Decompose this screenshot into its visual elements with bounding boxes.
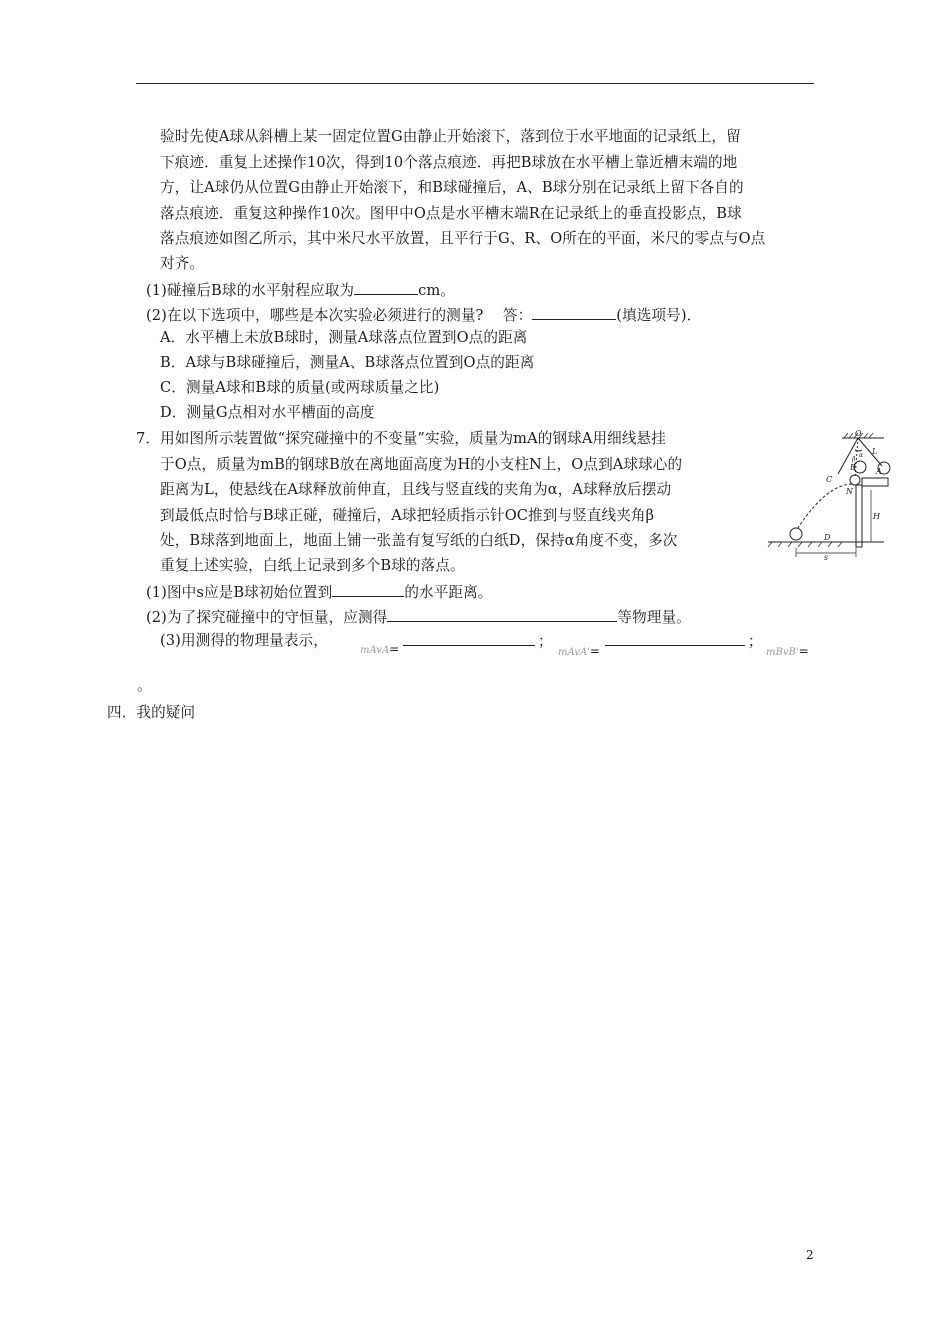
problem-7-line: 于O点，质量为mB的钢球B放在离地面高度为H的小支柱N上，O点到A球球心的 [160, 456, 683, 473]
label-h: H [873, 512, 880, 521]
question-2 [146, 304, 701, 326]
problem-7-line: 重复上述实验，白纸上记录到多个B球的落点。 [160, 557, 465, 574]
formula-ma-va: mAvA= [360, 642, 400, 656]
label-l: L [872, 447, 878, 456]
label-c: C [826, 475, 833, 484]
option-c: C．测量A球和B球的质量(或两球质量之比) [160, 379, 440, 396]
problem-7-question-2 [146, 606, 691, 628]
option-b: B．A球与B球碰撞后，测量A、B球落点位置到O点的距离 [160, 354, 535, 371]
support-block [862, 478, 888, 486]
problem-7-line: 距离为L，使悬线在A球释放前伸直，且线与竖直线的夹角为α，A球释放后摆动 [160, 481, 672, 498]
problem-7-question-2-text: (2)为了探究碰撞中的守恒量，应测得 [146, 609, 388, 626]
answer-blank[interactable] [354, 279, 418, 295]
answer-blank[interactable] [532, 304, 616, 320]
ground-hatch [768, 542, 842, 547]
header-rule [136, 83, 814, 84]
paragraph-line: 落点痕迹如图乙所示，其中米尺水平放置，且平行于G、R、O所在的平面，米尺的零点与O点 [160, 230, 766, 247]
problem-7-line: 7．用如图所示装置做“探究碰撞中的不变量”实验，质量为mA的钢球A用细线悬挂 [136, 430, 666, 447]
answer-blank[interactable] [403, 630, 535, 646]
formula-ma-va-prime: mAvA'= [558, 644, 600, 658]
label-a: A [876, 467, 882, 476]
label-s: s [824, 553, 829, 562]
label-beta: β [852, 456, 856, 463]
problem-7-line: 处，B球落到地面上，地面上铺一张盖有复写纸的白纸D，保持α角度不变，多次 [160, 532, 678, 549]
question-1-unit: cm。 [418, 282, 456, 299]
pendulum-collision-figure [766, 429, 882, 590]
problem-7-question-1 [146, 581, 493, 603]
trajectory-curve [798, 484, 852, 528]
separator: ； [538, 633, 553, 650]
support-pillar [856, 485, 862, 547]
question-1 [146, 279, 455, 301]
ball-b [850, 475, 860, 485]
sentence-end: 。 [137, 677, 152, 694]
label-d: D [824, 533, 831, 542]
answer-blank[interactable] [332, 581, 404, 597]
answer-blank[interactable] [605, 630, 745, 646]
section-4-heading: 四．我的疑问 [107, 704, 196, 721]
label-o: O [855, 429, 862, 438]
paragraph-line: 对齐。 [160, 255, 205, 272]
answer-blank[interactable] [387, 606, 617, 622]
label-n: N [846, 487, 853, 496]
separator: ； [748, 633, 763, 650]
problem-7-question-1-suffix: 的水平距离。 [404, 584, 493, 601]
paragraph-line: 验时先使A球从斜槽上某一固定位置G由静止开始滚下，落到位于水平地面的记录纸上，留 [160, 128, 741, 145]
question-2-suffix: (填选项号)． [616, 307, 702, 324]
option-d: D．测量G点相对水平槽面的高度 [160, 404, 375, 421]
question-2-text: (2)在以下选项中，哪些是本次实验必须进行的测量? 答： [146, 307, 533, 324]
option-a: A．水平槽上未放B球时，测量A球落点位置到O点的距离 [160, 329, 528, 346]
problem-7-line: 到最低点时恰与B球正碰，碰撞后，A球把轻质指示针OC推到与竖直线夹角β [160, 507, 655, 524]
problem-7-question-1-text: (1)图中s应是B球初始位置到 [146, 584, 333, 601]
alpha-arc [855, 450, 862, 451]
paragraph-line: 下痕迹．重复上述操作10次，得到10个落点痕迹．再把B球放在水平槽上靠近槽末端的地 [160, 154, 738, 171]
page-number: 2 [806, 1248, 814, 1262]
label-b: B [850, 463, 856, 472]
paragraph-line: 方，让A球仍从位置G由静止开始滚下，和B球碰撞后，A、B球分别在记录纸上留下各自的 [160, 179, 744, 196]
problem-7-question-2-suffix: 等物理量。 [617, 609, 691, 626]
paragraph-line: 落点痕迹．重复这种操作10次。图甲中O点是水平槽末端R在记录纸上的垂直投影点，B球 [160, 205, 742, 222]
question-1-text: (1)碰撞后B球的水平射程应取为 [146, 282, 355, 299]
problem-7-question-3-text: (3)用测得的物理量表示， [160, 632, 328, 649]
label-alpha: α [859, 452, 864, 459]
formula-mb-vb-prime: mBvB'= [766, 644, 809, 658]
landing-ball [790, 528, 802, 540]
